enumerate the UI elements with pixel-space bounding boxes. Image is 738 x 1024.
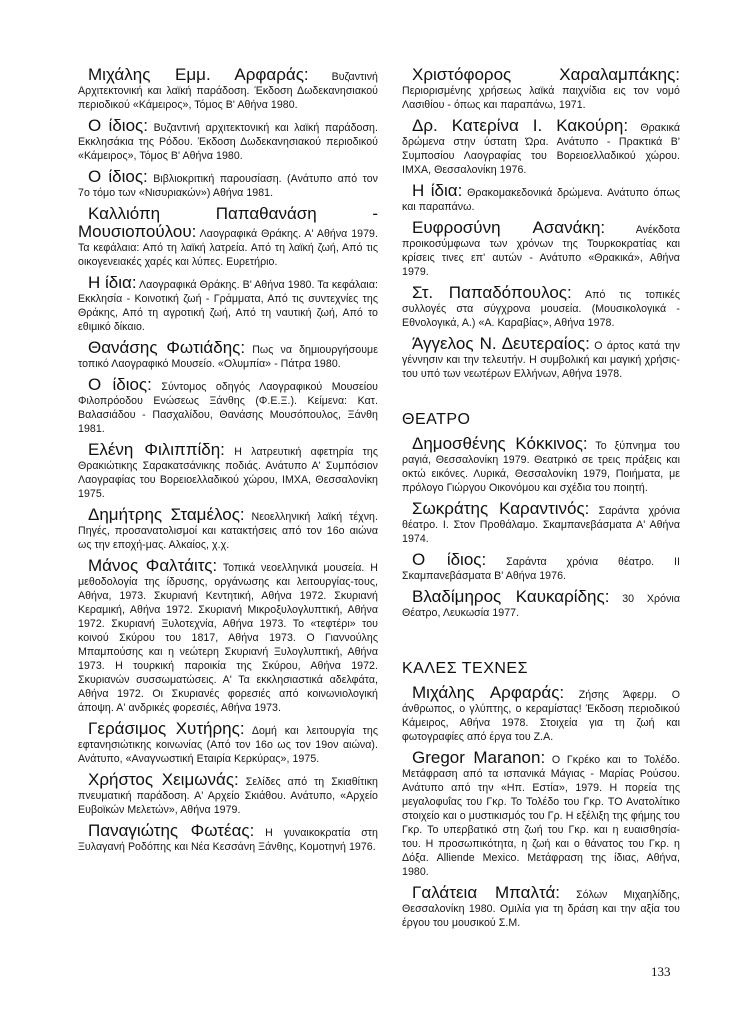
entry-description: Σελίδες από τη Σκιαθίτικη πνευματική παράδοση. Α' Αρχείο Σκιάθου. Ανάτυπο, «Αρχείο Ευβοϊκών Μελετών», Αθήνα 1979. <box>78 776 378 816</box>
author-name: Gregor Maranon: <box>412 748 546 767</box>
bibliography-entry <box>78 441 378 501</box>
bibliography-entry <box>402 182 680 214</box>
entry-description: Η λατρευτική αφετηρία της Θρακιώτικης Σαρακατσάνικης ποδιάς. Ανάτυπο Α' Συμπόσιον Λαογραφίας του Βορειοελλαδικού χώρου, ΙΜΧΑ, Θεσσαλονίκη 1975. <box>78 446 378 500</box>
author-name: Ο ίδιος: <box>88 116 148 135</box>
bibliography-entry <box>78 274 378 334</box>
author-name: Θανάσης Φωτιάδης: <box>88 338 246 357</box>
entry-description: Βυζαντινή αρχιτεκτονική και λαϊκή παράδοση. Εκκλησάκια της Ρόδου. Έκδοση Δωδεκανησιακού περιοδικού «Κάμειρος», Τόμος Β' Αθήνα 1980. <box>78 122 378 162</box>
bibliography-entry <box>402 117 680 177</box>
author-name: Άγγελος Ν. Δευτεραίος: <box>412 334 590 353</box>
author-name: Γαλάτεια Μπαλτά: <box>412 883 561 902</box>
entry-description: Σαράντα χρόνια θέατρο. ΙΙ Σκαμπανεβάσματα Β' Αθήνα 1976. <box>402 556 680 582</box>
bibliography-entry <box>78 506 378 552</box>
bibliography-entry <box>402 684 680 744</box>
bibliography-entry <box>402 66 680 112</box>
entry-description: Νεοελληνική λαϊκή τέχνη. Πηγές, προσανατολισμοί και κατακτήσεις από τον 16ο αιώνα ως την εποχή-μας. Αλκαίος, χ.χ. <box>78 511 378 551</box>
bibliography-entry <box>402 588 680 620</box>
author-name: Ελένη Φιλιππίδη: <box>88 440 225 459</box>
bibliography-entry <box>402 551 680 583</box>
bibliography-entry <box>78 205 378 269</box>
entry-description: Περιορισμένης χρήσεως λαϊκά παιχνίδια εις τον νομό Λασιθίου - όπως και παραπάνω, 1971. <box>402 85 680 111</box>
author-name: Ο ίδιος: <box>88 167 148 186</box>
bibliography-entry <box>402 335 680 381</box>
right-column <box>402 66 680 935</box>
author-name: Ο ίδιος: <box>412 550 487 569</box>
entry-description: Δομή και λειτουργία της εφτανησιώτικης κοινωνίας (Από τον 16ο ως τον 19ον αιώνα). Ανάτυπο, «Αναγνωστική Εταιρία Κερκύρας», 1975. <box>78 725 378 765</box>
author-name: Παναγιώτης Φωτέας: <box>88 821 255 840</box>
entry-description: Ανέκδοτα προικοσύμφωνα των χρόνων της Τουρκοκρατίας και κρίσεις τινες επ' αυτών - Ανάτυπο «Θρακικά», Αθήνα 1979. <box>402 224 680 278</box>
entry-description: Βιβλιοκριτική παρουσίαση. (Ανάτυπο από τον 7ο τόμο των «Νισυριακών») Αθήνα 1981. <box>78 173 378 199</box>
entry-description: Ο Γκρέκο και το Τολέδο. Μετάφραση από τα ισπανικά Μάγιας - Μαρίας Ρούσου. Ανάτυπο από την «Ηπ. Εστία», 1979. Η πορεία της μεγαλοφυΐας του Γκρ. Το Τολέδο του Γκρ. ΤΟ Ανατολίτικο στοιχείο και ο μυστικισμός του Γρ. Η εξέλιξη της φήμης του Γκρ. Το υπερβατικό στη ζωή του Γκρ. και η ευαισθησία-του. Η προσωπικότητα, η ζωή και ο θάνατος του Γκρ. η Δόξα. Alliende Mexico. Μετάφραση της ίδιας, Αθήνα, 1980. <box>402 754 680 878</box>
page-number: 133 <box>651 964 671 979</box>
bibliography-entry <box>402 435 680 495</box>
author-name: Βλαδίμηρος Καυκαρίδης: <box>412 587 610 606</box>
author-name: Δημήτρης Σταμέλος: <box>88 505 245 524</box>
bibliography-entry <box>402 219 680 279</box>
entry-description: Σόλων Μιχαηλίδης, Θεσσαλονίκη 1980. Ομιλία για τη δράση και την αξία του έργου του μουσικού Σ.Μ. <box>402 889 681 929</box>
entry-description: Ζήσης Άφερμ. Ο άνθρωπος, ο γλύπτης, ο κεραμίστας! Έκδοση περιοδικού Κάμειρος, Αθήνα 1978. Στοιχεία για τη ζωή και φωτογραφίες από έργα του Ζ.Α. <box>402 689 680 743</box>
bibliography-entry <box>78 557 378 715</box>
author-name: Η ίδια: <box>88 273 137 292</box>
author-name: Γεράσιμος Χυτήρης: <box>88 719 245 738</box>
author-name: Μάνος Φαλτάιτς: <box>88 556 218 575</box>
author-name: Σωκράτης Καραντινός: <box>412 499 590 518</box>
right-entries <box>402 66 680 381</box>
bibliography-entry <box>78 720 378 766</box>
entry-description: Τοπικά νεοελληνικά μουσεία. Η μεθοδολογία της ίδρυσης, οργάνωσης και λειτουργίας-τους, Αθήνα, 1973. Σκυριανή Κεντητική, Αθήνα 1972. Σκυριανή Κεραμική, Αθήνα 1972. Σκυριανή Μικροξυλογλυπτική, Αθήνα 1972. Σκυριανή Ξυλοτεχνία, Αθήνα 1973. Το «τεφτέρι» του κοινού Σκύρου του 1817, Αθήνα 1973. Ο Γιαννούλης Μπαμπούσης και η νεώτερη Σκυριανή Ξυλογλυπτική, Αθήνα 1973. Η τουρκική παροικία της Σκύρου, Αθήνα 1972. Σκυριανών συσσωματώσεις. Α' Τα εκκλησιαστικά αδελφάτα, Αθήνα 1972. Οι Σκυριανές φορεσιές από κοινωνιολογική άποψη. Α' ανδρικές φορεσιές, Αθήνα 1973. <box>78 562 378 714</box>
bibliography-entry <box>78 376 378 436</box>
author-name: Χριστόφορος Χαραλαμπάκης: <box>412 65 680 84</box>
entry-description: Θρακομακεδονικά δρώμενα. Ανάτυπο όπως και παραπάνω. <box>402 187 680 213</box>
left-column <box>78 66 378 859</box>
entry-description: Πως να δημιουργήσουμε τοπικό Λαογραφικό Μουσείο. «Ολυμπία» - Πάτρα 1980. <box>78 344 378 370</box>
entry-description: Σαράντα χρόνια θέατρο. Ι. Στον Προθάλαμο. Σκαμπανεβάσματα Α' Αθήνα 1974. <box>402 505 680 545</box>
entry-description: Σύντομος οδηγός Λαογραφικού Μουσείου Φιλοπρόοδου Ενώσεως Ξάνθης (Φ.Ε.Ξ.). Κείμενα: Κατ. Βαλασιάδου - Πασχαλίδου, Θανάσης Μουσόπουλος, Ξάνθη 1981. <box>78 381 378 435</box>
arts-heading: ΚΑΛΕΣ ΤΕΧΝΕΣ <box>402 660 528 677</box>
entry-description: 30 Χρόνια Θέατρο, Λευκωσία 1977. <box>402 593 680 619</box>
bibliography-entry <box>78 168 378 200</box>
author-name: Μιχάλης Εμμ. Αρφαράς: <box>88 65 309 84</box>
bibliography-entry <box>78 771 378 817</box>
author-name: Δημοσθένης Κόκκινος: <box>412 434 588 453</box>
bibliography-entry <box>402 884 680 930</box>
author-name: Ευφροσύνη Ασανάκη: <box>412 218 606 237</box>
bibliography-entry <box>78 66 378 112</box>
bibliography-entry <box>402 749 680 879</box>
theatre-heading: ΘΕΑΤΡΟ <box>402 411 471 428</box>
author-name: Δρ. Κατερίνα Ι. Κακούρη: <box>412 116 629 135</box>
entry-description: Ο άρτος κατά την γέννησιν και την τελευτήν. Η συμβολική και μαγική χρήσις-του υπό των νεωτέρων Ελλήνων, Αθήνα 1978. <box>402 340 680 380</box>
entry-description: Βυζαντινή Αρχιτεκτονική και λαϊκή παράδοση. Έκδοση Δωδεκανησιακού περιοδικού «Κάμειρος», Τόμος Β' Αθήνα 1980. <box>78 71 378 111</box>
author-name: Η ίδια: <box>412 181 463 200</box>
author-name: Στ. Παπαδόπουλος: <box>412 283 572 302</box>
author-name: Μιχάλης Αρφαράς: <box>412 683 565 702</box>
bibliography-entry <box>78 117 378 163</box>
author-name: Καλλιόπη Παπαθανάση - Μουσιοπούλου: <box>78 204 378 241</box>
entry-description: Λαογραφικά Θράκης. Α' Αθήνα 1979. Τα κεφάλαια: Από τη λαϊκή λατρεία. Από τη λαϊκή ζωή, Από τις οικογενειακές χαρές και λύπες. Ευρετήριο. <box>78 228 378 268</box>
entry-description: Θρακικά δρώμενα στην ύστατη Ώρα. Ανάτυπο - Πρακτικά Β' Συμποσίου Λαογραφίας του Βορειοελλαδικού χώρου. ΙΜΧΑ, Θεσσαλονίκη 1976. <box>402 122 680 176</box>
bibliography-entry <box>402 284 680 330</box>
author-name: Ο ίδιος: <box>88 375 152 394</box>
entry-description: Λαογραφικά Θράκης. Β' Αθήνα 1980. Τα κεφάλαια: Εκκλησία - Κοινοτική ζωή - Γράμματα, Από τις συντεχνίες της Θράκης, Από τη αγροτική ζωή, Από τη ναυτική ζωή, Από το εθιμικό δίκαιο. <box>78 279 378 333</box>
entry-description: Η γυναικοκρατία στη Ξυλαγανή Ροδόπης και Νέα Κεσσάνη Ξάνθης, Κομοτηνή 1976. <box>78 827 378 853</box>
arts-entries <box>402 684 680 930</box>
author-name: Χρήστος Χειμωνάς: <box>88 770 239 789</box>
bibliography-entry <box>78 339 378 371</box>
theatre-entries <box>402 435 680 620</box>
bibliography-entry <box>402 500 680 546</box>
bibliography-entry <box>78 822 378 854</box>
entry-description: Από τις τοπικές συλλογές στα σύγχρονα μουσεία. (Μουσικολογικά - Εθνολογικά, Α.) «Α. Καραβίας», Αθήνα 1978. <box>402 289 680 329</box>
entry-description: Το ξύπνημα του ραγιά, Θεσσαλονίκη 1979. Θεατρικό σε τρεις πράξεις και οκτώ εικόνες. Λυρικά, Θεσσαλονίκη 1979, Ποιήματα, με πρόλογο Γιώργου Οικονόμου και σχέδια του ποιητή. <box>402 440 680 494</box>
